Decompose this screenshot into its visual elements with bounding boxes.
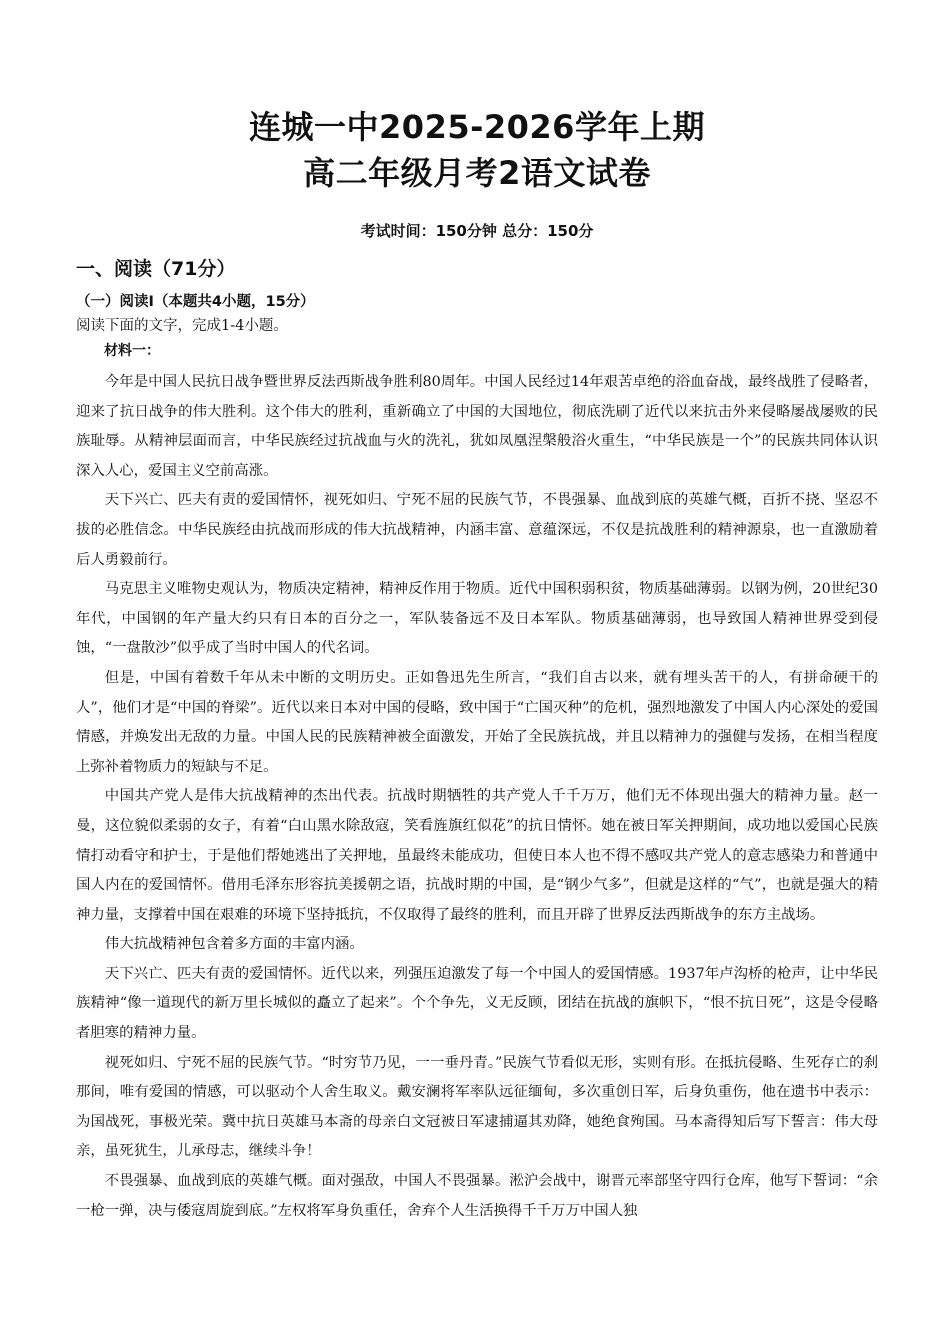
paragraph: 天下兴亡、匹夫有责的爱国情怀。近代以来，列强压迫激发了每一个中国人的爱国情感。1937年卢沟桥的枪声，让中华民族精神“像一道现代的新万里长城似的矗立了起来”。个个争先，义无反顾，团结在抗战的旗帜下，“恨不抗日死”，这是令侵略者胆寒的精神力量。 bbox=[76, 965, 878, 1042]
paragraph: 伟大抗战精神包含着多方面的丰富内涵。 bbox=[104, 936, 364, 953]
material-label: 材料一： bbox=[104, 343, 160, 359]
paragraph: 不畏强暴、血战到底的英雄气概。面对强敌，中国人不畏强暴。淞沪会战中，谢晋元率部坚守四行仓库，他写下誓词：“余一枪一弹，决与倭寇周旋到底。”左权将军身负重任，舍弃个人生活换得千千万万中国人独 bbox=[76, 1173, 878, 1219]
paragraph: 今年是中国人民抗日战争暨世界反法西斯战争胜利80周年。中国人民经过14年艰苦卓绝的浴血奋战，最终战胜了侵略者，迎来了抗日战争的伟大胜利。这个伟大的胜利，重新确立了中国的大国地位，彻底洗刷了近代以来抗击外来侵略屡战屡败的民族耻辱。从精神层面而言，中华民族经过抗战血与火的洗礼，犹如凤凰涅槃般浴火重生，“中华民族是一个”的民族共同体认识深入人心，爱国主义空前高涨。 bbox=[76, 374, 878, 479]
paragraph: 天下兴亡、匹夫有责的爱国情怀，视死如归、宁死不屈的民族气节，不畏强暴、血战到底的英雄气概，百折不挠、坚忍不拔的必胜信念。中华民族经由抗战而形成的伟大抗战精神，内涵丰富、意蕴深远，不仅是抗战胜利的精神源泉，也一直激励着后人勇毅前行。 bbox=[76, 492, 878, 568]
paragraph: 视死如归、宁死不屈的民族气节。“时穷节乃见，一一垂丹青。”民族气节看似无形，实则有形。在抵抗侵略、生死存亡的刹那间，唯有爱国的情感，可以驱动个人舍生取义。戴安澜将军率队远征缅甸，多次重创日军，后身负重伤，他在遗书中表示：为国战死，事极光荣。冀中抗日英雄马本斋的母亲白文冠被日军逮捕逼其劝降，她绝食殉国。马本斋得知后写下誓言：伟大母亲，虽死犹生，儿承母志，继续斗争！ bbox=[76, 1054, 878, 1160]
exam-title-line1: 连城一中2025-2026学年上期 bbox=[249, 108, 705, 146]
paragraph: 但是，中国有着数千年从未中断的文明历史。正如鲁迅先生所言，“我们自古以来，就有埋头苦干的人，有拼命硬干的人”，他们才是“中国的脊梁”。近代以来日本对中国的侵略，致中国于“亡国灭种”的危机，强烈地激发了中国人内心深处的爱国情感，并焕发出无敌的力量。中国人民的民族精神被全面激发，开始了全民族抗战，并且以精神力的强健与发扬，在相当程度上弥补着物质力的短缺与不足。 bbox=[76, 669, 878, 775]
paragraph: 中国共产党人是伟大抗战精神的杰出代表。抗战时期牺牲的共产党人千千万万，他们无不体现出强大的精神力量。赵一曼，这位貌似柔弱的女子，有着“白山黑水除敌寇，笑看旌旗红似花”的抗日情怀。她在被日军关押期间，成功地以爱国心民族情打动看守和护士，于是他们帮她逃出了关押地，虽最终未能成功，但使日本人也不得不感叹共产党人的意志感染力和普通中国人内在的爱国情怀。借用毛泽东形容抗美援朝之语，抗战时期的中国，是“钢少气多”，但就是这样的“气”，也就是强大的精神力量，支撑着中国在艰难的环境下坚持抵抗，不仅取得了最终的胜利，而且开辟了世界反法西斯战争的东方主战场。 bbox=[76, 788, 878, 923]
section-heading-reading: 一、阅读（71分） bbox=[76, 258, 236, 280]
material-body bbox=[76, 368, 878, 1226]
exam-time-score-info: 考试时间：150分钟 总分：150分 bbox=[360, 222, 594, 240]
exam-title-line2: 高二年级月考2语文试卷 bbox=[303, 154, 651, 192]
sub-heading-reading-1: （一）阅读Ⅰ（本题共4小题，15分） bbox=[76, 294, 315, 310]
paragraph: 马克思主义唯物史观认为，物质决定精神，精神反作用于物质。近代中国积弱积贫，物质基础薄弱。以钢为例，20世纪30年代，中国钢的年产量大约只有日本的百分之一，军队装备远不及日本军队。物质基础薄弱，也导致国人精神世界受到侵蚀，“一盘散沙”似乎成了当时中国人的代名词。 bbox=[76, 581, 878, 657]
reading-instruction: 阅读下面的文字，完成1-4小题。 bbox=[76, 318, 288, 334]
